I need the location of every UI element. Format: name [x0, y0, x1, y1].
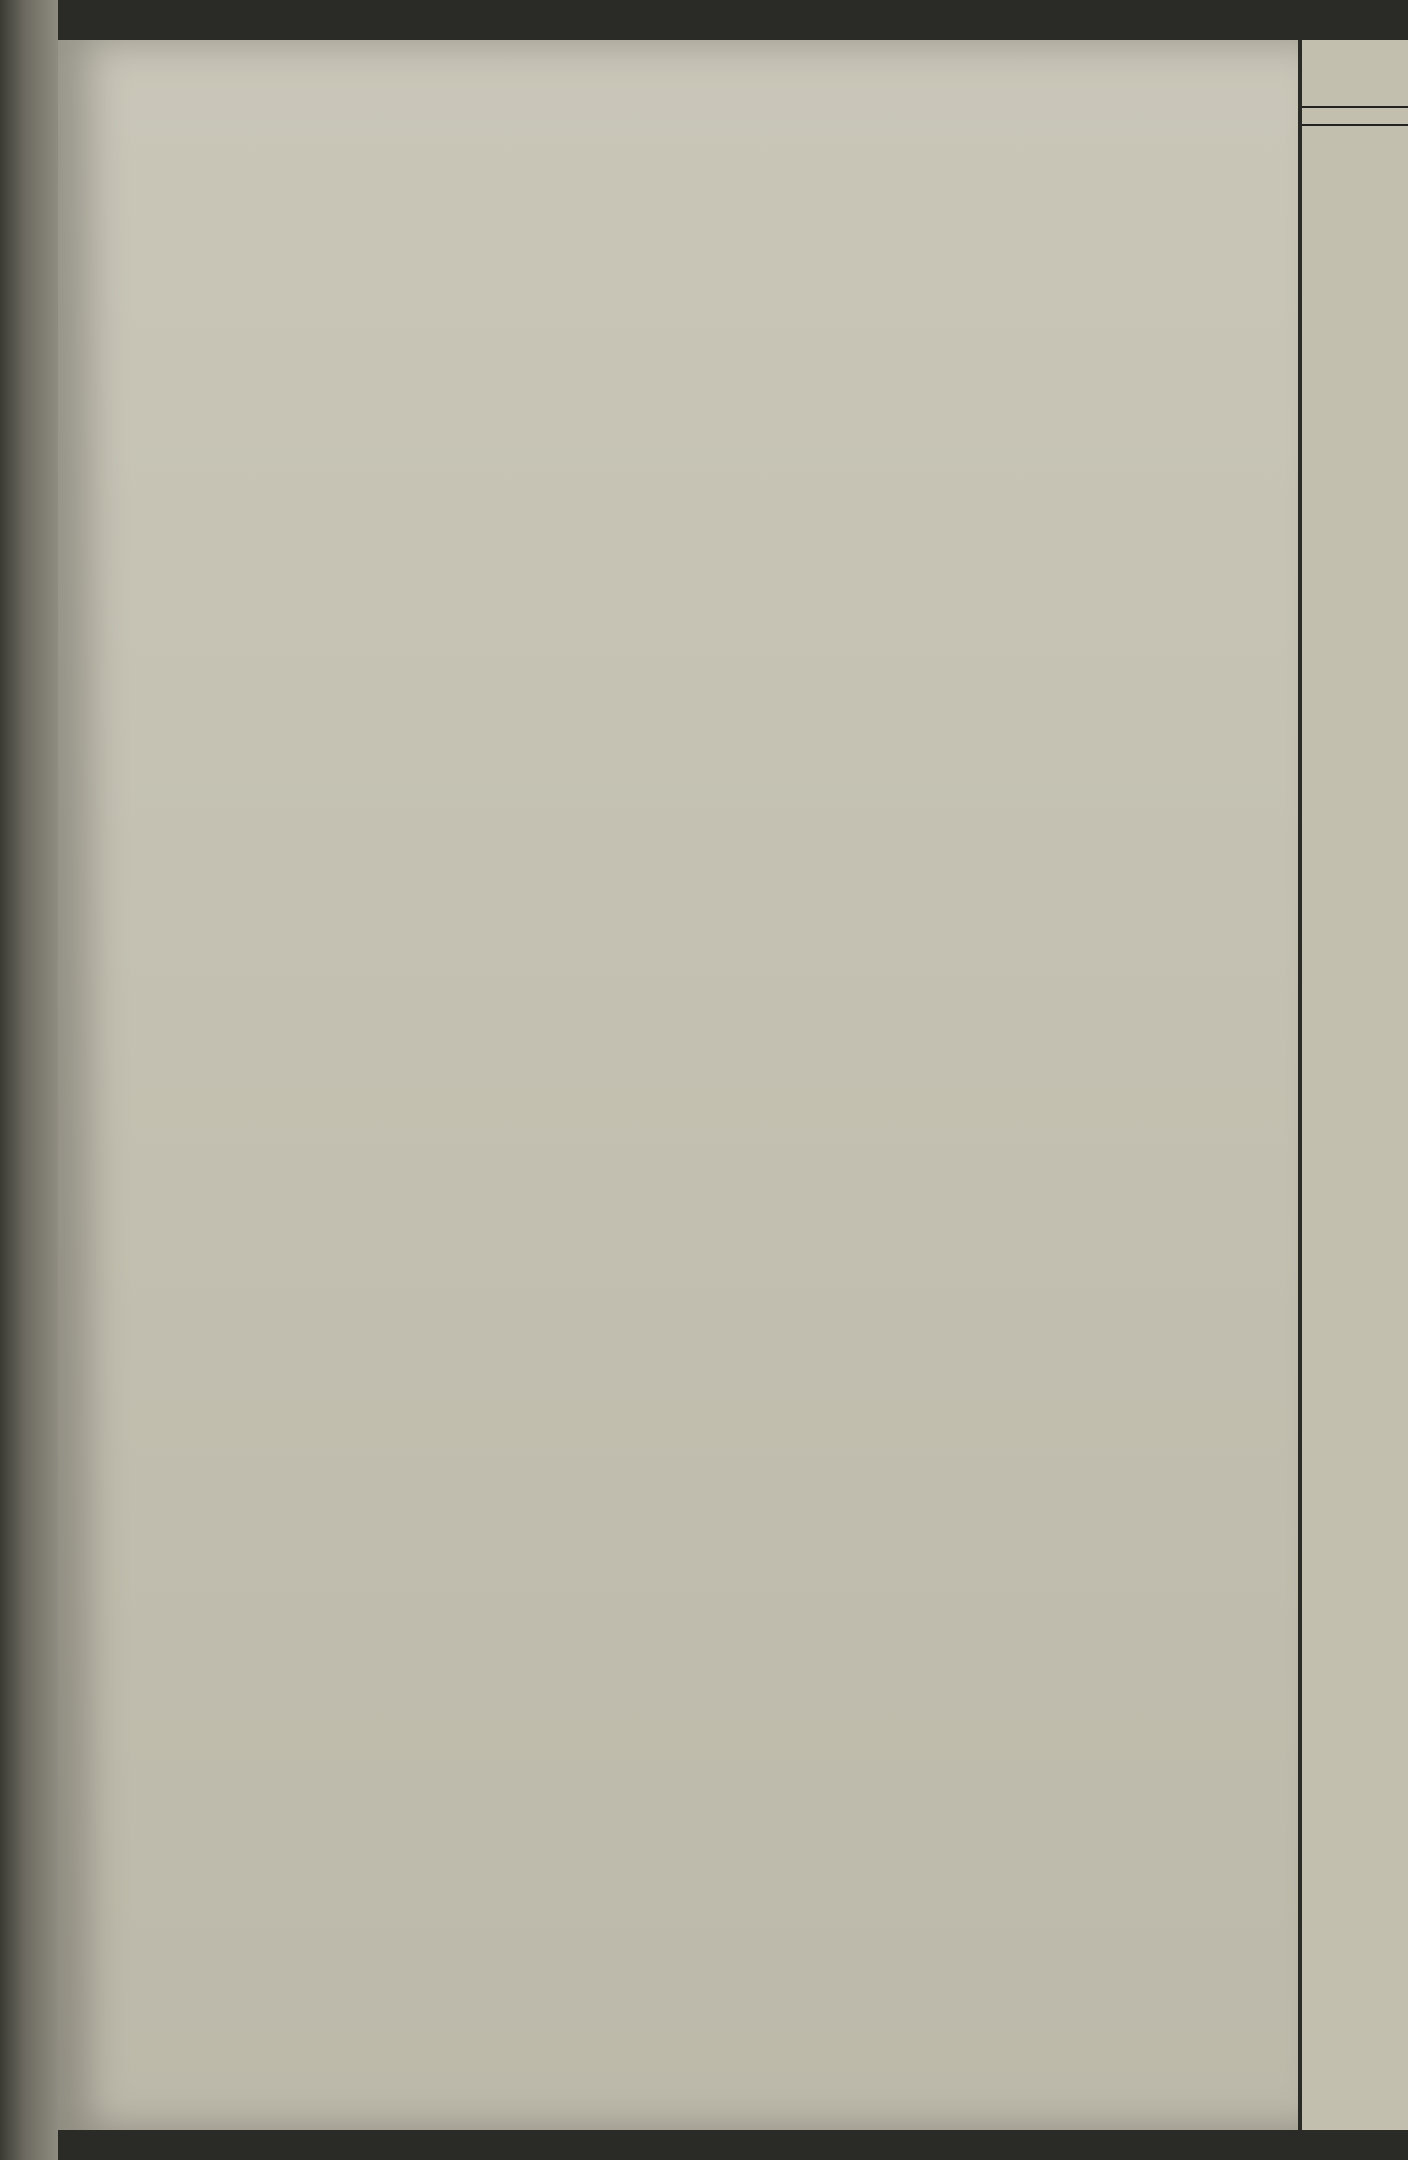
ephemerides-list — [188, 330, 1287, 372]
calendar-column-heading — [1302, 106, 1408, 126]
next-page-header-lines — [1302, 40, 1408, 46]
next-page-footer-lines — [1302, 126, 1408, 138]
almanac-page — [58, 40, 1298, 2130]
next-page-strip — [1298, 40, 1408, 2130]
book-binding — [0, 0, 58, 2160]
